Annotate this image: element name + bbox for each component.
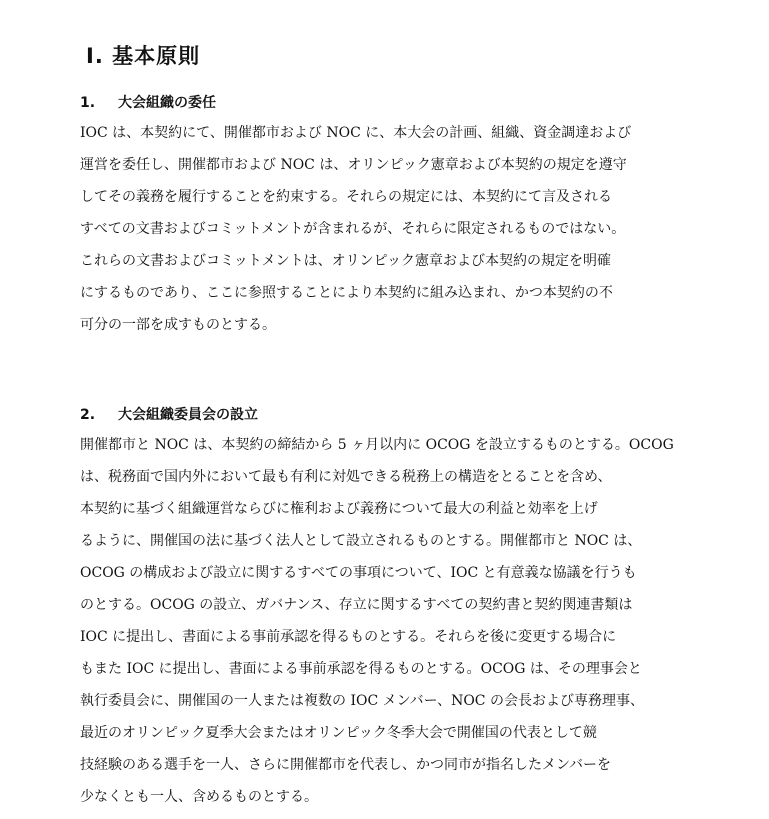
paragraph-line: 運営を委任し、開催都市および NOC は、オリンピック憲章および本契約の規定を遵守 [80, 157, 627, 173]
chapter-title: Ⅰ. 基本原則 [86, 44, 201, 68]
section-number: 1. [80, 95, 96, 111]
paragraph-line: にするものであり、ここに参照することにより本契約に組み込まれ、かつ本契約の不 [80, 285, 613, 301]
paragraph-line: 可分の一部を成すものとする。 [80, 317, 276, 333]
section-title: 大会組織委員会の設立 [118, 407, 258, 423]
paragraph-line: のとする。OCOG の設立、ガバナンス、存立に関するすべての契約書と契約関連書類は [80, 597, 633, 613]
paragraph-line: 技経験のある選手を一人、さらに開催都市を代表し、かつ同市が指名したメンバーを [80, 757, 612, 773]
paragraph-line: これらの文書およびコミットメントは、オリンピック憲章および本契約の規定を明確 [80, 253, 612, 269]
section-number: 2. [80, 407, 96, 423]
paragraph-line: は、税務面で国内外において最も有利に対処できる税務上の構造をとることを含め、 [80, 469, 612, 485]
paragraph-line: してその義務を履行することを約束する。それらの規定には、本契約にて言及される [80, 189, 612, 205]
section-ocog-establishment [80, 404, 720, 813]
paragraph-line: もまた IOC に提出し、書面による事前承認を得るものとする。OCOG は、その理事会と [80, 661, 642, 677]
section-title: 大会組織の委任 [118, 95, 216, 111]
paragraph-line: 本契約に基づく組織運営ならびに権利および義務について最大の利益と効率を上げ [80, 501, 598, 517]
paragraph-line: 執行委員会に、開催国の一人または複数の IOC メンバー、NOC の会長および専務理事、 [80, 693, 644, 709]
section-heading [80, 404, 720, 426]
section-delegation [80, 92, 720, 341]
paragraph-line: OCOG の構成および設立に関するすべての事項について、IOC と有意義な協議を行うも [80, 565, 637, 581]
paragraph-line: 少なくとも一人、含めるものとする。 [80, 789, 318, 805]
paragraph-line: IOC に提出し、書面による事前承認を得るものとする。それらを後に変更する場合に [80, 629, 617, 645]
paragraph-line: るように、開催国の法に基づく法人として設立されるものとする。開催都市と NOC は、 [80, 533, 642, 549]
paragraph-line: 最近のオリンピック夏季大会またはオリンピック冬季大会で開催国の代表として競 [80, 725, 597, 741]
paragraph-line: すべての文書およびコミットメントが含まれるが、それらに限定されるものではない。 [80, 221, 626, 237]
paragraph-line: 開催都市と NOC は、本契約の締結から 5 ヶ月以内に OCOG を設立するものとする。OCOG [80, 437, 674, 453]
section-heading [80, 92, 720, 114]
paragraph-line: IOC は、本契約にて、開催都市および NOC に、本大会の計画、組織、資金調達および [80, 125, 632, 141]
